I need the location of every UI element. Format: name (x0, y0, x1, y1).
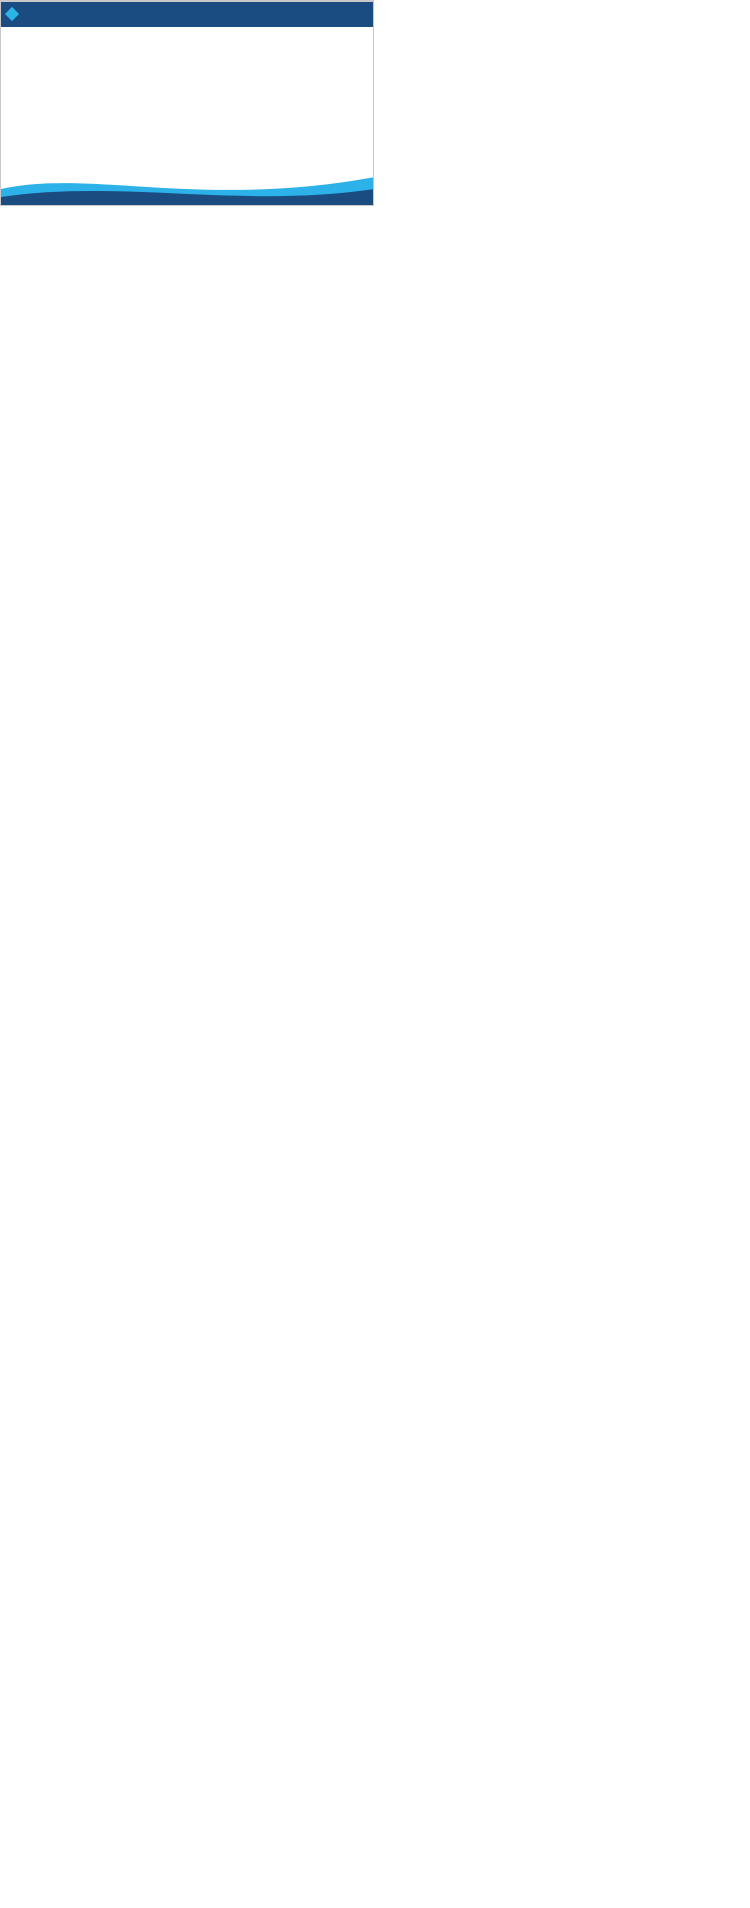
wave-decoration (1, 169, 374, 205)
diamond-icon (5, 7, 19, 21)
cover-band (1, 1, 373, 27)
cover-slide[interactable] (0, 0, 374, 206)
slide-q1[interactable] (0, 0, 374, 2)
